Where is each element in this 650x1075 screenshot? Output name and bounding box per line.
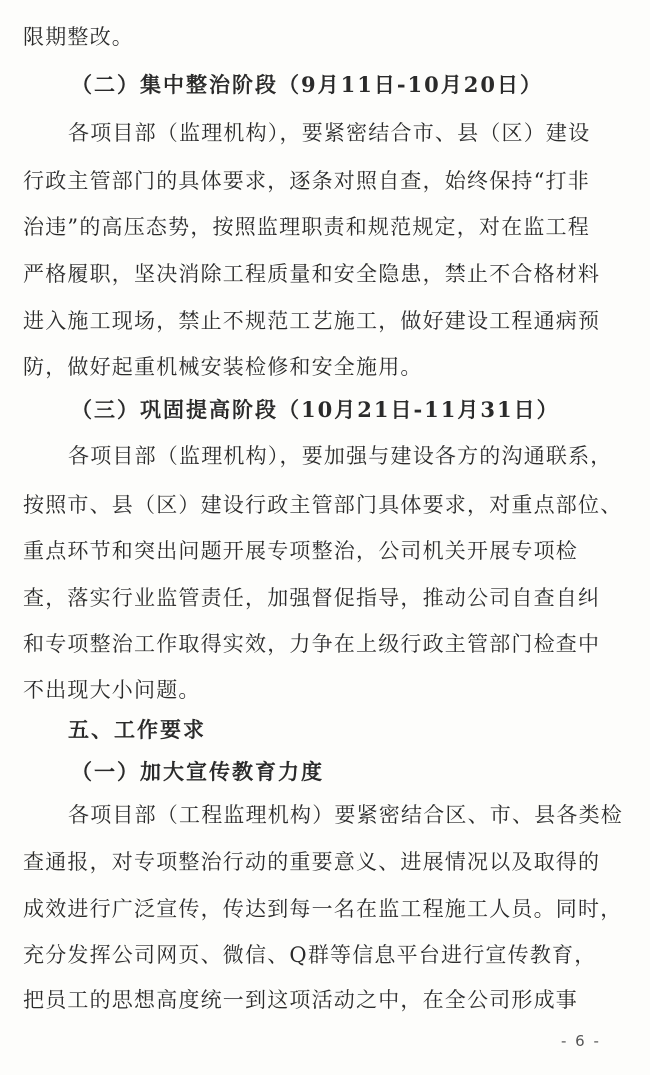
body-line-20: 成效进行广泛宣传，传达到每一名在监工程施工人员。同时， <box>23 897 623 921</box>
body-line-18: 各项目部（工程监理机构）要紧密结合区、市、县各类检 <box>68 803 623 827</box>
subsection-heading-publicity: （一）加大宣传教育力度 <box>71 759 324 784</box>
body-line-22: 把员工的思想高度统一到这项活动之中，在全公司形成事 <box>23 988 578 1012</box>
body-line-14: 和专项整治工作取得实效，力争在上级行政主管部门检查中 <box>23 632 601 656</box>
body-line-13: 查，落实行业监管责任，加强督促指导，推动公司自查自纠 <box>23 586 601 610</box>
body-line-10: 各项目部（监理机构），要加强与建设各方的沟通联系， <box>68 444 613 468</box>
section-heading-stage-3: （三）巩固提高阶段（10月21日-11月31日） <box>71 397 560 422</box>
body-line-15: 不出现大小问题。 <box>23 678 201 702</box>
body-line-7: 进入施工现场，禁止不规范工艺施工，做好建设工程通病预 <box>23 309 601 333</box>
body-line-8: 防，做好起重机械安装检修和安全施用。 <box>23 355 423 379</box>
body-line-6: 严格履职，坚决消除工程质量和安全隐患，禁止不合格材料 <box>23 262 601 286</box>
body-line-19: 查通报，对专项整治行动的重要意义、进展情况以及取得的 <box>23 850 601 874</box>
body-line-1: 限期整改。 <box>23 25 134 49</box>
section-heading-stage-2: （二）集中整治阶段（9月11日-10月20日） <box>71 72 543 97</box>
body-line-11: 按照市、县（区）建设行政主管部门具体要求，对重点部位、 <box>23 493 623 517</box>
body-line-21: 充分发挥公司网页、微信、Q群等信息平台进行宣传教育， <box>23 943 597 967</box>
body-line-4: 行政主管部门的具体要求，逐条对照自查，始终保持“打非 <box>23 169 590 193</box>
body-line-5: 治违”的高压态势，按照监理职责和规范规定，对在监工程 <box>23 215 590 239</box>
body-line-12: 重点环节和突出问题开展专项整治，公司机关开展专项检 <box>23 539 578 563</box>
page-number: - 6 - <box>561 1032 601 1050</box>
section-heading-work-requirements: 五、工作要求 <box>68 717 206 742</box>
body-line-3: 各项目部（监理机构），要紧密结合市、县（区）建设 <box>68 121 591 145</box>
